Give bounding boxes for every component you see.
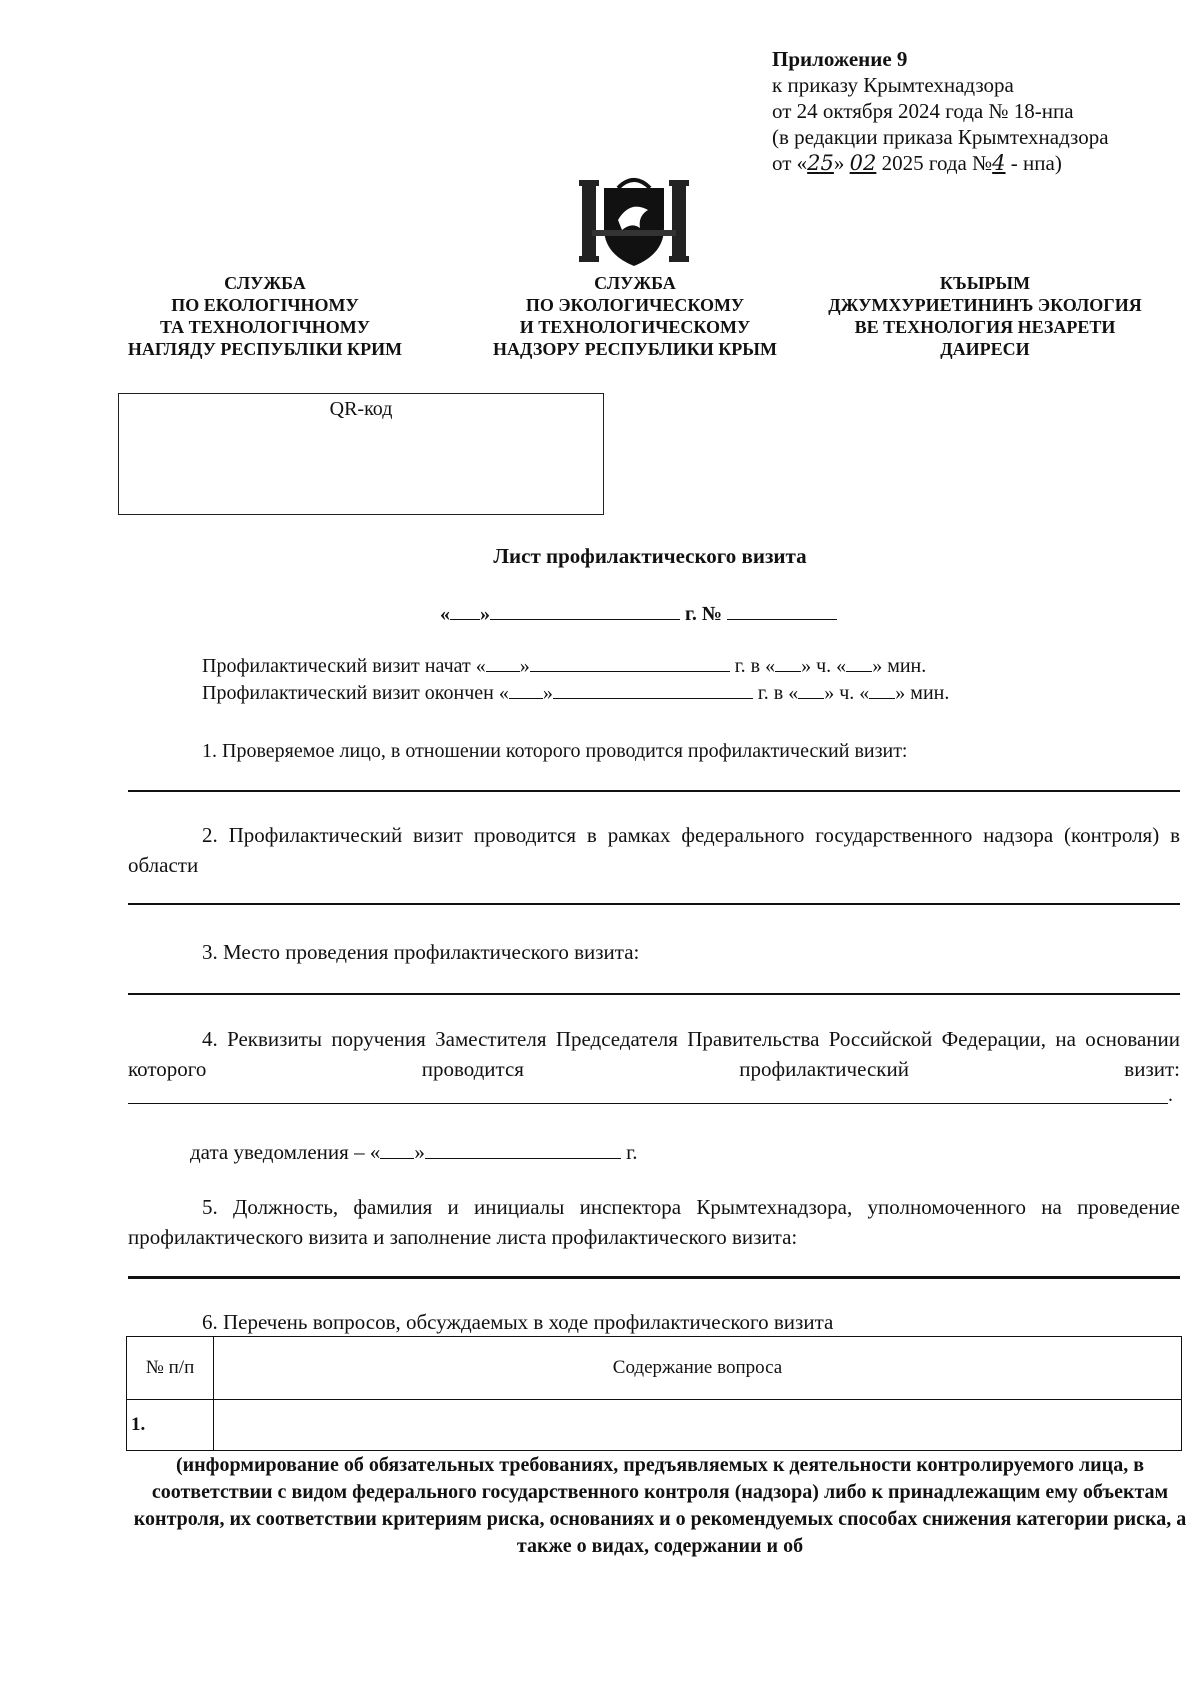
annex-block — [772, 46, 1109, 176]
section-4-fill-line[interactable] — [128, 1103, 1168, 1104]
table-row — [127, 1400, 1182, 1451]
annex-order-ref: к приказу Крымтехнадзора — [772, 73, 1014, 97]
handwritten-number: 4 — [992, 151, 1006, 175]
section-2-label: 2. Профилактический визит проводится в рамках федерального государственного надзора (контроля) в области — [128, 823, 1180, 877]
handwritten-month: 02 — [849, 151, 877, 175]
section-3-label: 3. Место проведения профилактического визита: — [202, 940, 640, 964]
notification-date-field[interactable] — [425, 1158, 621, 1159]
document-number-field[interactable] — [727, 619, 837, 620]
visit-end-line: Профилактический визит окончен « » г. в « » ч. « » мин. — [202, 682, 950, 704]
section-5-fill-line[interactable] — [128, 1276, 1180, 1279]
table-row-number: 1. — [127, 1400, 214, 1451]
table-row-content[interactable] — [214, 1400, 1182, 1451]
section-4-label: 4. Реквизиты поручения Заместителя Председателя Правительства Российской Федерации, на основании которого проводится профилактический визит: — [128, 1027, 1180, 1081]
qr-code-label: QR-код — [329, 398, 393, 420]
page-title: Лист профилактического визита — [493, 544, 807, 568]
document-date-line: « » г. № — [440, 603, 837, 626]
questions-note: (информирование об обязательных требованиях, предъявляемых к деятельности контролируемого лица, в соответствии с видом федерального государственного контроля (надзора) либо к принадлежащим ему объектам контроля, их соответствии критериям риска, основаниях и о рекомендуемых способах снижения категории риска, а также о видах, содержании и об — [133, 1454, 1187, 1557]
annex-revision: (в редакции приказа Крымтехнадзора — [772, 125, 1109, 149]
section-1-fill-line[interactable] — [128, 790, 1180, 792]
table-header-row — [127, 1337, 1182, 1400]
agency-name-russian: СЛУЖБА ПО ЭКОЛОГИЧЕСКОМУ И ТЕХНОЛОГИЧЕСКОМУ НАДЗОРУ РЕСПУБЛИКИ КРЫМ — [493, 273, 777, 359]
annex-order-date: от 24 октября 2024 года № 18-нпа — [772, 99, 1074, 123]
coat-of-arms-emblem — [578, 170, 690, 270]
section-6-label: 6. Перечень вопросов, обсуждаемых в ходе профилактического визита — [202, 1310, 834, 1334]
questions-table — [126, 1336, 1182, 1451]
notification-date-line: дата уведомления – « » г. — [190, 1140, 638, 1164]
visit-start-line: Профилактический визит начат « » г. в « » ч. « » мин. — [202, 655, 927, 677]
qr-code-box — [118, 393, 604, 515]
section-1-label: 1. Проверяемое лицо, в отношении которого проводится профилактический визит: — [202, 740, 908, 762]
handwritten-day: 25 — [807, 151, 834, 175]
annex-revision-date: от «25» 02 2025 года №4 - нпа) — [772, 151, 1062, 175]
table-header-number: № п/п — [127, 1337, 214, 1400]
section-2-fill-line[interactable] — [128, 903, 1180, 905]
visit-start-date-field[interactable] — [530, 671, 730, 672]
agency-name-ukrainian: СЛУЖБА ПО ЕКОЛОГІЧНОМУ ТА ТЕХНОЛОГІЧНОМУ НАГЛЯДУ РЕСПУБЛІКИ КРИМ — [127, 273, 403, 359]
table-header-content: Содержание вопроса — [214, 1337, 1182, 1400]
visit-end-date-field[interactable] — [553, 698, 753, 699]
annex-number: Приложение 9 — [772, 47, 908, 71]
section-5-label: 5. Должность, фамилия и инициалы инспектора Крымтехнадзора, уполномоченного на проведение профилактического визита и заполнение листа профилактического визита: — [128, 1195, 1180, 1249]
section-3-fill-line[interactable] — [128, 993, 1180, 995]
agency-name-crimean-tatar: КЪЫРЫМ ДЖУМХУРИЕТИНИНЪ ЭКОЛОГИЯ ВЕ ТЕХНОЛОГИЯ НЕЗАРЕТИ ДАИРЕСИ — [828, 273, 1142, 359]
